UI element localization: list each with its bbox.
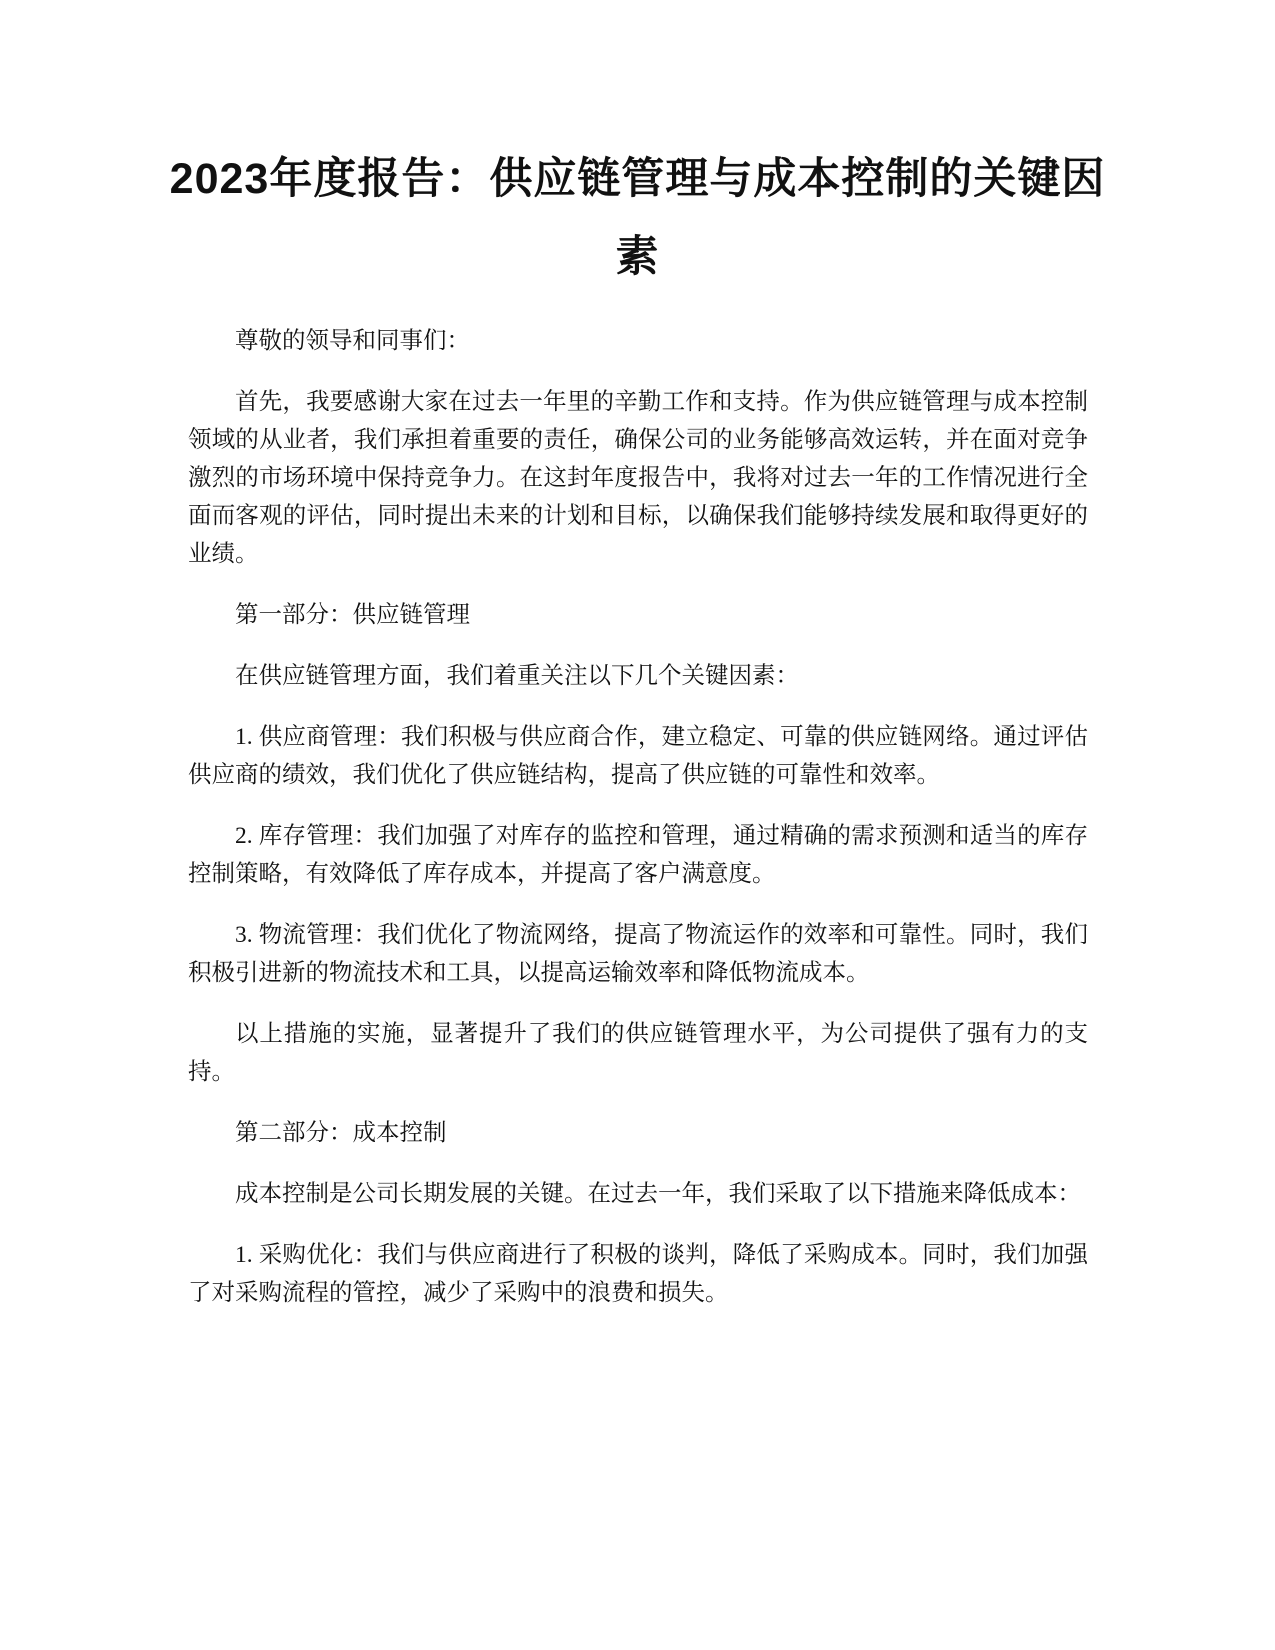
document-body [188, 322, 1088, 1335]
supply-chain-summary: 以上措施的实施，显著提升了我们的供应链管理水平，为公司提供了强有力的支持。 [188, 1021, 1088, 1085]
list-item-supplier-management: 1. 供应商管理：我们积极与供应商合作，建立稳定、可靠的供应链网络。通过评估供应商的绩效，我们优化了供应链结构，提高了供应链的可靠性和效率。 [188, 724, 1088, 788]
supply-chain-intro: 在供应链管理方面，我们着重关注以下几个关键因素： [235, 663, 799, 689]
salutation: 尊敬的领导和同事们： [235, 328, 470, 354]
list-item-logistics-management: 3. 物流管理：我们优化了物流网络，提高了物流运作的效率和可靠性。同时，我们积极引进新的物流技术和工具，以提高运输效率和降低物流成本。 [188, 922, 1088, 986]
list-item-inventory-management: 2. 库存管理：我们加强了对库存的监控和管理，通过精确的需求预测和适当的库存控制策略，有效降低了库存成本，并提高了客户满意度。 [188, 823, 1088, 887]
cost-control-intro: 成本控制是公司长期发展的关键。在过去一年，我们采取了以下措施来降低成本： [235, 1181, 1081, 1207]
section-heading-cost-control: 第二部分：成本控制 [235, 1120, 447, 1146]
section-heading-supply-chain: 第一部分：供应链管理 [235, 602, 470, 628]
list-item-procurement-optimization: 1. 采购优化：我们与供应商进行了积极的谈判，降低了采购成本。同时，我们加强了对采购流程的管控，减少了采购中的浪费和损失。 [188, 1242, 1088, 1306]
intro-paragraph: 首先，我要感谢大家在过去一年里的辛勤工作和支持。作为供应链管理与成本控制领域的从业者，我们承担着重要的责任，确保公司的业务能够高效运转，并在面对竞争激烈的市场环境中保持竞争力。在这封年度报告中，我将对过去一年的工作情况进行全面而客观的评估，同时提出未来的计划和目标，以确保我们能够持续发展和取得更好的业绩。 [188, 389, 1088, 567]
document-title: 2023年度报告：供应链管理与成本控制的关键因素 [169, 155, 1106, 281]
